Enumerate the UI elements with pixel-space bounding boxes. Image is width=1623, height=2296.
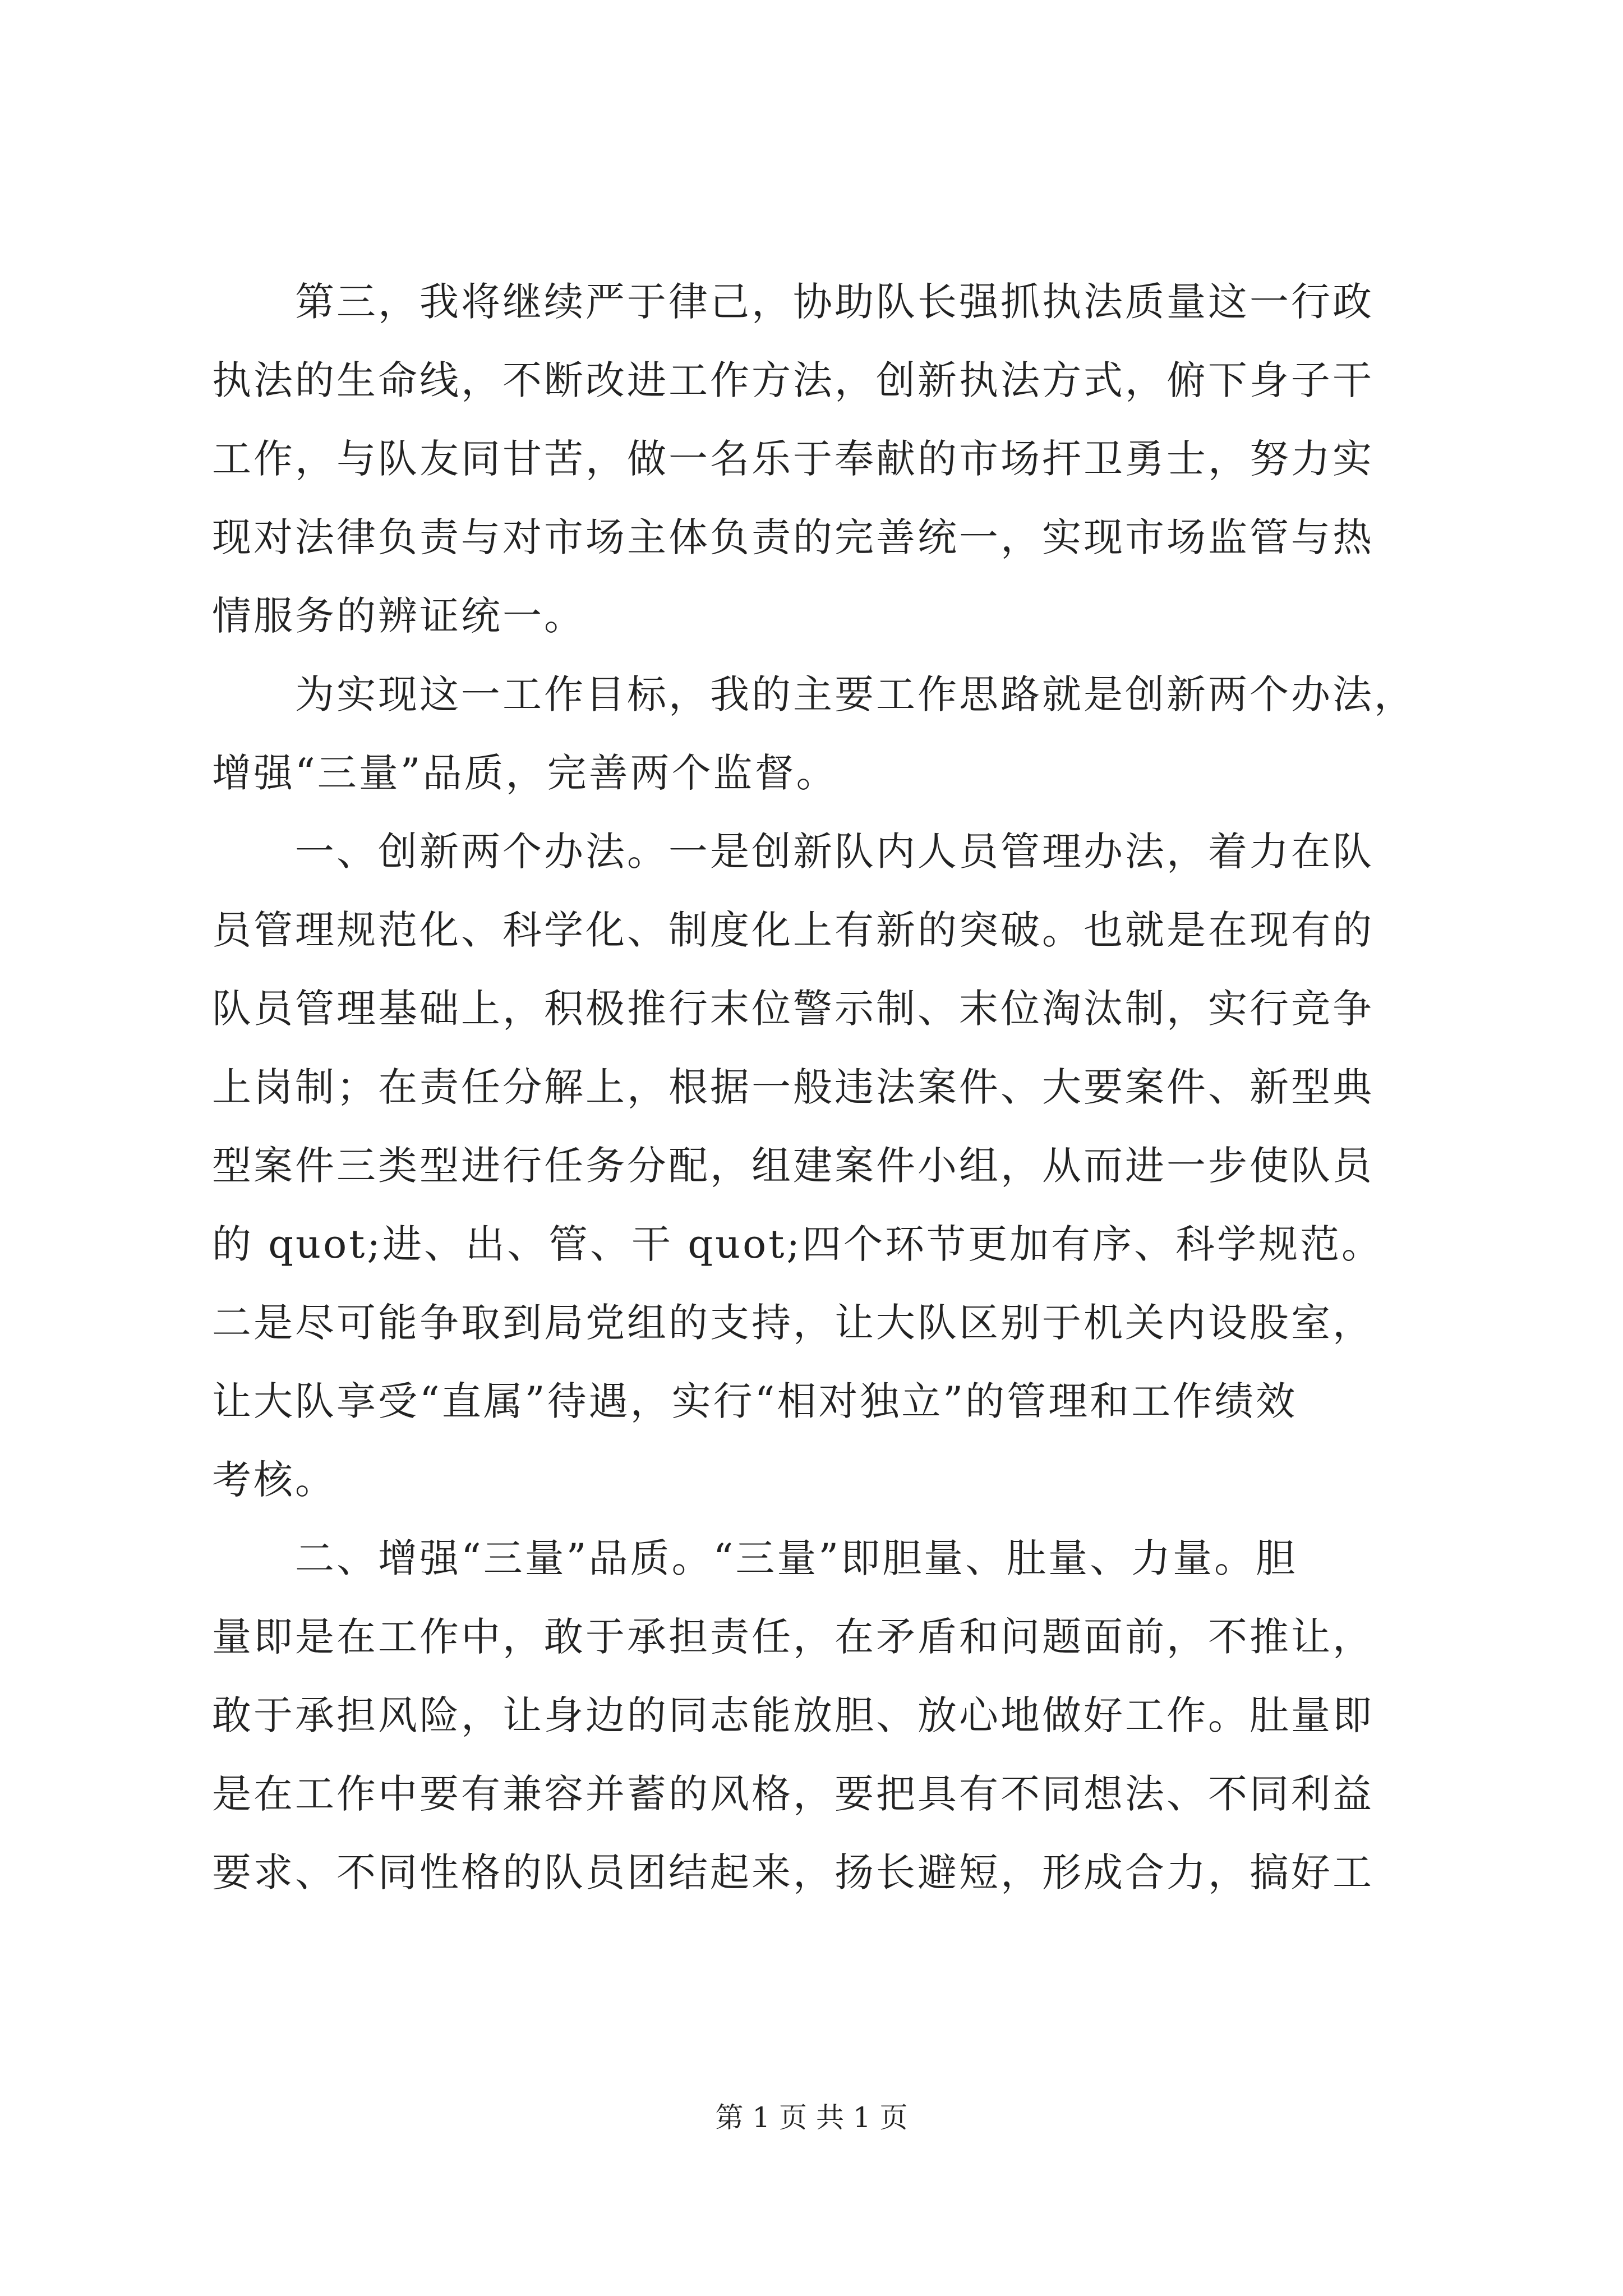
text-line: 上岗制；在责任分解上，根据一般违法案件、大要案件、新型典 (212, 1064, 1374, 1110)
text-line: 为实现这一工作目标，我的主要工作思路就是创新两个办法， (212, 671, 1415, 717)
text-line: 二是尽可能争取到局党组的支持，让大队区别于机关内设股室， (212, 1300, 1374, 1346)
text-line: 员管理规范化、科学化、制度化上有新的突破。也就是在现有的 (212, 907, 1374, 953)
text-line: 一、创新两个办法。一是创新队内人员管理办法，着力在队 (212, 829, 1374, 875)
page-number: 第 1 页 共 1 页 (715, 2101, 908, 2134)
text-line: 情服务的辨证统一。 (212, 593, 585, 639)
text-line: 要求、不同性格的队员团结起来，扬长避短，形成合力，搞好工 (212, 1849, 1374, 1895)
text-line: 敢于承担风险，让身边的同志能放胆、放心地做好工作。肚量即 (212, 1692, 1374, 1738)
text-line: 队员管理基础上，积极推行末位警示制、末位淘汰制，实行竞争 (212, 986, 1374, 1032)
text-line: 量即是在工作中，敢于承担责任，在矛盾和问题面前，不推让， (212, 1614, 1374, 1660)
text-line: 考核。 (212, 1457, 336, 1503)
text-line: 现对法律负责与对市场主体负责的完善统一，实现市场监管与热 (212, 514, 1374, 560)
text-line: 二、增强“三量”品质。“三量”即胆量、肚量、力量。胆 (212, 1535, 1298, 1581)
text-line: 让大队享受“直属”待遇，实行“相对独立”的管理和工作绩效 (212, 1378, 1298, 1424)
text-line: 增强“三量”品质，完善两个监督。 (212, 750, 838, 796)
document-body (212, 263, 1429, 1912)
text-line: 是在工作中要有兼容并蓄的风格，要把具有不同想法、不同利益 (212, 1771, 1374, 1817)
text-line: 第三，我将继续严于律己，协助队长强抓执法质量这一行政 (212, 279, 1374, 325)
text-line: 的 quot;进、出、管、干 quot;四个环节更加有序、科学规范。 (212, 1221, 1384, 1267)
text-line: 工作，与队友同甘苦，做一名乐于奉献的市场扞卫勇士，努力实 (212, 436, 1374, 482)
text-line: 型案件三类型进行任务分配，组建案件小组，从而进一步使队员 (212, 1143, 1374, 1189)
page-footer (0, 2098, 1623, 2137)
text-line: 执法的生命线，不断改进工作方法，创新执法方式，俯下身子干 (212, 357, 1374, 403)
